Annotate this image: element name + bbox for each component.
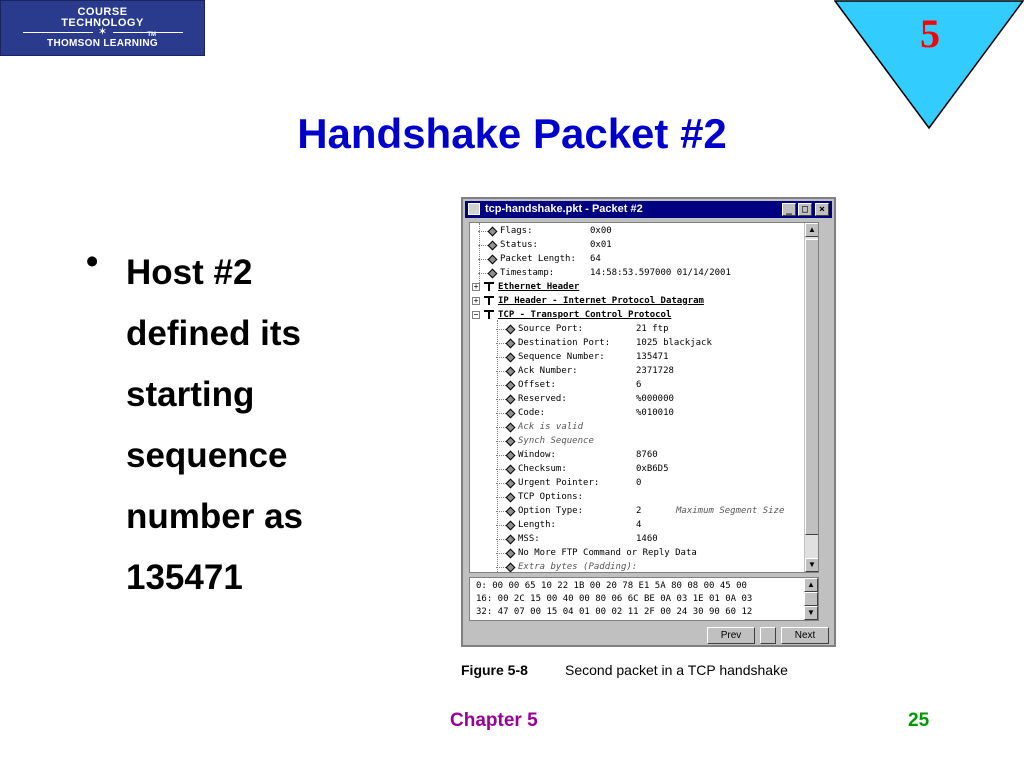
tree-row-label: Code: — [518, 408, 546, 418]
tree-row[interactable] — [470, 252, 800, 266]
hex-scroll-down-arrow-icon[interactable]: ▼ — [804, 606, 818, 620]
field-node-icon — [506, 465, 514, 473]
expand-icon[interactable]: + — [473, 296, 479, 305]
hex-dump[interactable] — [469, 577, 819, 621]
window-titlebar[interactable] — [465, 201, 832, 218]
bullet-line: starting — [126, 375, 255, 414]
field-node-icon — [488, 255, 496, 263]
bullet-line: number as — [126, 497, 303, 536]
tree-row-value: %000000 — [636, 394, 674, 404]
bullet-line: Host #2 — [126, 253, 253, 292]
tree-row[interactable] — [470, 266, 800, 280]
tree-row-label: TCP - Transport Control Protocol — [498, 310, 672, 320]
tree-row-label: Checksum: — [518, 464, 567, 474]
field-node-icon — [506, 437, 514, 445]
page-number: 25 — [908, 710, 930, 731]
tree-row-label: Ethernet Header — [498, 282, 580, 292]
header-node-icon — [484, 282, 494, 291]
tree-row[interactable] — [470, 322, 800, 336]
tree-guide — [479, 223, 480, 287]
tree-row-value: 2371728 — [636, 366, 674, 376]
tree-row[interactable] — [470, 448, 800, 462]
field-node-icon — [506, 479, 514, 487]
field-node-icon — [506, 395, 514, 403]
tree-row-label: Synch Sequence — [518, 436, 594, 446]
tree-row[interactable] — [470, 406, 800, 420]
tree-row[interactable] — [470, 462, 800, 476]
tree-row-label: Flags: — [500, 226, 533, 236]
tree-row-label: Status: — [500, 240, 538, 250]
tree-row-label: Offset: — [518, 380, 556, 390]
tree-row[interactable] — [470, 560, 800, 573]
field-node-icon — [488, 227, 496, 235]
window-title: tcp-handshake.pkt - Packet #2 — [485, 203, 643, 215]
tree-row-value-detail: Maximum Segment Size — [676, 506, 785, 516]
tree-row-value: 0x01 — [590, 240, 612, 250]
header-node-icon — [484, 296, 494, 305]
hex-row: 0: 00 00 65 10 22 1B 00 20 78 E1 5A 80 08 00 45 00 — [476, 581, 747, 591]
logo-trademark: TM — [147, 32, 156, 38]
tree-row-label: Length: — [518, 520, 556, 530]
hex-scrollbar[interactable] — [804, 578, 818, 620]
field-node-icon — [506, 563, 514, 571]
logo-line-thomson: THOMSON LEARNING — [47, 38, 158, 49]
scroll-thumb[interactable] — [805, 239, 819, 535]
tree-row-label: MSS: — [518, 534, 540, 544]
tree-row-value: 2 — [636, 506, 642, 516]
field-node-icon — [506, 423, 514, 431]
tree-row[interactable] — [470, 504, 800, 518]
course-technology-logo — [0, 0, 205, 56]
scroll-down-arrow-icon[interactable]: ▼ — [805, 558, 819, 572]
tree-row[interactable] — [470, 308, 800, 322]
tree-row[interactable] — [470, 280, 800, 294]
field-node-icon — [506, 339, 514, 347]
logo-line-course: COURSE — [77, 6, 128, 18]
packet-tree[interactable] — [469, 222, 819, 573]
field-node-icon — [506, 325, 514, 333]
hex-row: 32: 47 07 00 15 04 01 00 02 11 2F 00 24 30 90 60 12 — [476, 607, 753, 617]
tree-row-value: %010010 — [636, 408, 674, 418]
bullet-marker: • — [86, 242, 99, 281]
bullet-text — [126, 242, 386, 608]
tree-row-value: 14:58:53.597000 01/14/2001 — [590, 268, 731, 278]
tree-row-label: Reserved: — [518, 394, 567, 404]
tree-row[interactable] — [470, 476, 800, 490]
tree-row-label: Sequence Number: — [518, 352, 605, 362]
tree-row-label: Ack is valid — [518, 422, 584, 432]
maximize-button[interactable]: □ — [798, 203, 812, 216]
tree-row-value: 0xB6D5 — [636, 464, 669, 474]
field-node-icon — [506, 451, 514, 459]
prev-button[interactable]: Prev — [707, 627, 755, 644]
tree-row[interactable] — [470, 490, 800, 504]
field-node-icon — [506, 493, 514, 501]
tree-row-label: Destination Port: — [518, 338, 611, 348]
field-node-icon — [506, 507, 514, 515]
tree-row[interactable] — [470, 420, 800, 434]
hex-scroll-thumb[interactable] — [804, 592, 818, 606]
tree-row-label: No More FTP Command or Reply Data — [518, 548, 697, 558]
tree-row[interactable] — [470, 224, 800, 238]
footer-chapter: Chapter 5 — [450, 710, 538, 731]
tree-row[interactable] — [470, 532, 800, 546]
field-node-icon — [506, 549, 514, 557]
tree-row-label: Timestamp: — [500, 268, 555, 278]
tree-row-label: Extra bytes (Padding): — [518, 562, 638, 572]
bullet-line: sequence — [126, 436, 288, 475]
tree-row-value: 6 — [636, 380, 642, 390]
tree-row-value: 1460 — [636, 534, 658, 544]
bullet-line: defined its — [126, 314, 302, 353]
tree-row[interactable] — [470, 364, 800, 378]
tree-scrollbar[interactable] — [804, 223, 818, 572]
field-node-icon — [506, 381, 514, 389]
app-icon — [468, 203, 480, 215]
field-node-icon — [506, 409, 514, 417]
tree-row[interactable] — [470, 350, 800, 364]
field-node-icon — [506, 353, 514, 361]
chapter-number: 5 — [920, 11, 940, 56]
field-node-icon — [506, 521, 514, 529]
tree-row[interactable] — [470, 546, 800, 560]
tree-row-label: Packet Length: — [500, 254, 576, 264]
tree-row[interactable] — [470, 518, 800, 532]
tree-row-value: 21 ftp — [636, 324, 669, 334]
bullet-line: 135471 — [126, 558, 243, 597]
tree-row-label: Source Port: — [518, 324, 584, 334]
tree-row-label: IP Header - Internet Protocol Datagram — [498, 296, 704, 306]
packet-window — [461, 197, 836, 647]
tree-row[interactable] — [470, 392, 800, 406]
star-icon: ✶ — [97, 26, 108, 38]
tree-guide — [497, 320, 498, 572]
tree-row-label: Ack Number: — [518, 366, 578, 376]
tree-row[interactable] — [470, 336, 800, 350]
tree-row-value: 4 — [636, 520, 642, 530]
field-node-icon — [506, 367, 514, 375]
collapse-icon[interactable]: − — [473, 310, 479, 319]
tree-row-value: 1025 blackjack — [636, 338, 712, 348]
tree-row-label: Option Type: — [518, 506, 584, 516]
field-node-icon — [506, 535, 514, 543]
tree-row-label: Window: — [518, 450, 556, 460]
tree-row-value: 0 — [636, 478, 642, 488]
tree-row-value: 64 — [590, 254, 601, 264]
close-button[interactable]: × — [815, 203, 829, 216]
tree-row-label: Urgent Pointer: — [518, 478, 600, 488]
field-node-icon — [488, 269, 496, 277]
hex-row: 16: 00 2C 15 00 40 00 80 06 6C BE 0A 03 1E 01 0A 03 — [476, 594, 753, 604]
tree-row[interactable] — [470, 378, 800, 392]
expand-icon[interactable]: + — [473, 282, 479, 291]
header-node-icon — [484, 310, 494, 319]
tree-row[interactable] — [470, 294, 800, 308]
field-node-icon — [488, 241, 496, 249]
minimize-button[interactable]: _ — [782, 203, 796, 216]
figure-number: Figure 5-8 — [461, 662, 528, 678]
caption-text: Second packet in a TCP handshake — [565, 662, 788, 678]
next-button[interactable]: Next — [781, 627, 829, 644]
hex-scroll-up-arrow-icon[interactable]: ▲ — [804, 578, 818, 592]
logo-line-technology: TECHNOLOGY — [61, 17, 144, 29]
tree-row-value: 8760 — [636, 450, 658, 460]
tree-row-label: TCP Options: — [518, 492, 584, 502]
tree-row-value: 0x00 — [590, 226, 612, 236]
slide-title: Handshake Packet #2 — [297, 110, 727, 157]
tree-row[interactable] — [470, 238, 800, 252]
tree-row-value: 135471 — [636, 352, 669, 362]
stop-button[interactable] — [760, 627, 776, 644]
scroll-up-arrow-icon[interactable]: ▲ — [805, 223, 819, 237]
tree-row[interactable] — [470, 434, 800, 448]
